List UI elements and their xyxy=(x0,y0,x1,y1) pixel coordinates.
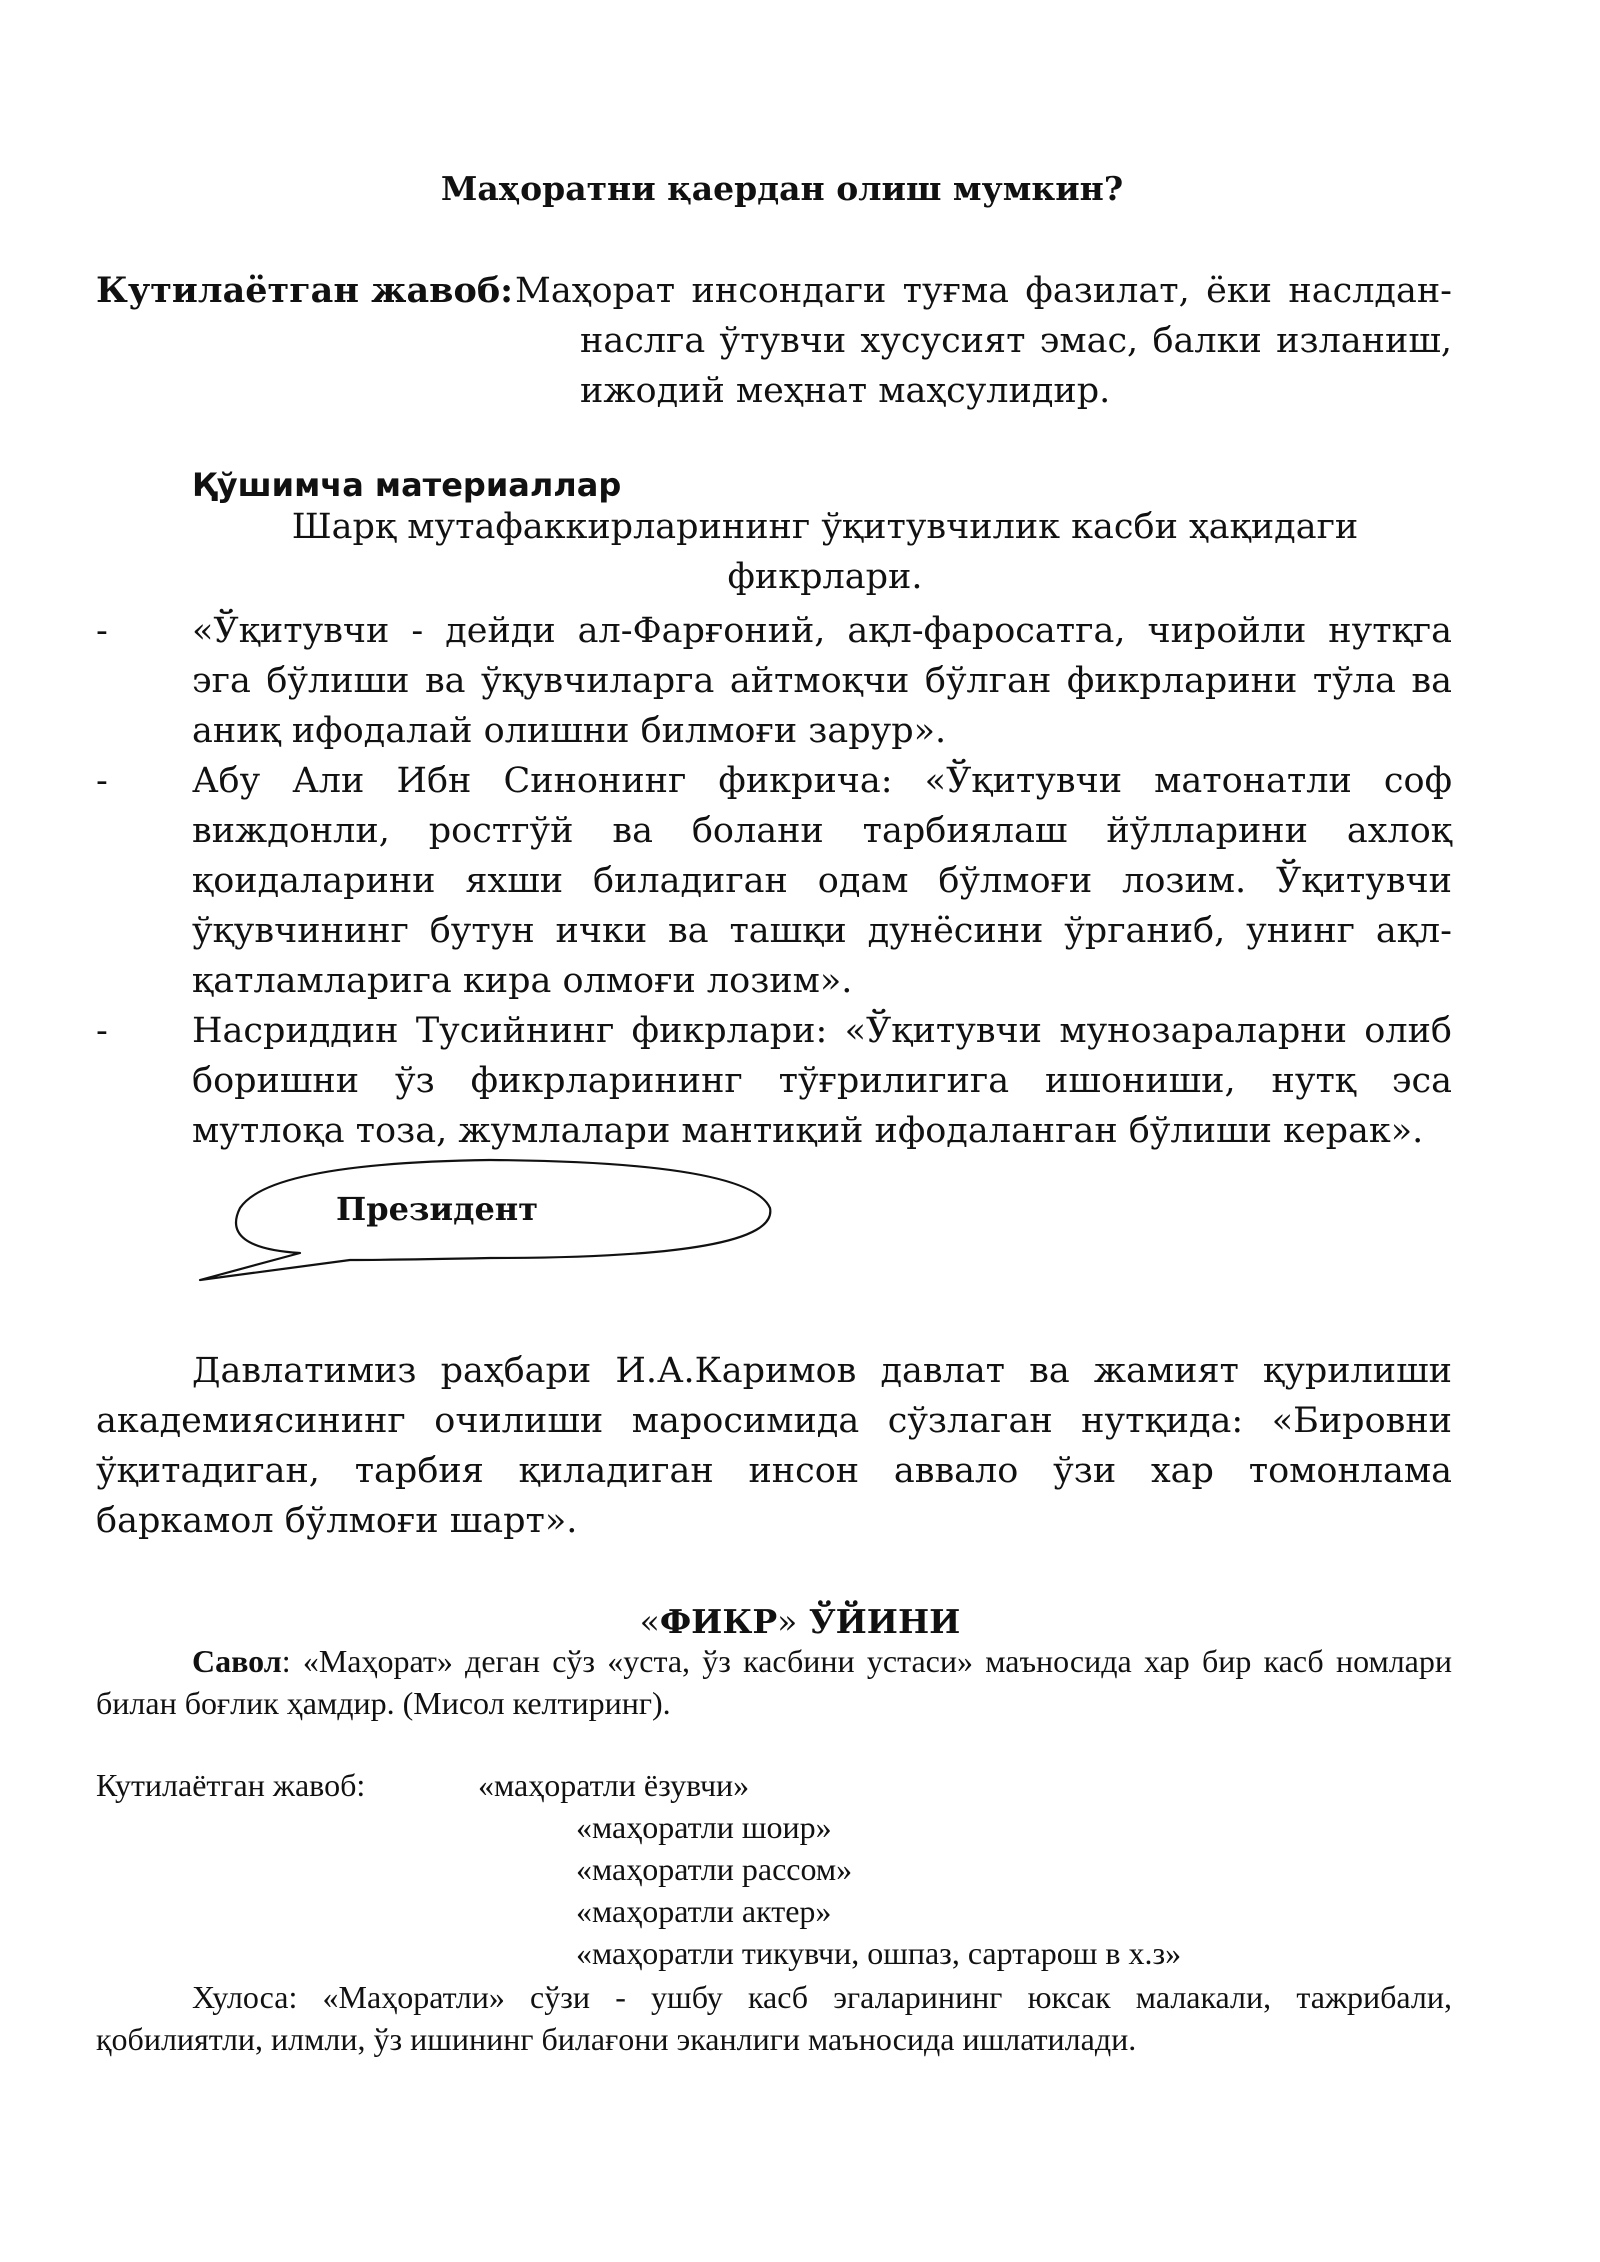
expected-answer-label: Кутилаётган жавоб: xyxy=(96,270,514,311)
page-title: Маҳоратни қаердан олиш мумкин? xyxy=(440,169,1124,208)
expected-answer-line-1: Маҳорат инсондаги туғма фазилат, ёки наслдан- xyxy=(515,271,1452,311)
game-title xyxy=(0,1600,1600,1644)
expected-answer-line-2: наслга ўтувчи хусусият эмас, балки изланиш, xyxy=(580,321,1452,361)
expected-answer-line-3: ижодий меҳнат маҳсулидир. xyxy=(580,371,1111,411)
eastern-thinkers-heading: Шарқ мутафаккирларининг ўқитувчилик касби ҳақидаги фикрлари. xyxy=(291,507,1359,597)
game-title-open-quote: « xyxy=(639,1602,660,1641)
game-question xyxy=(96,1640,1452,1724)
list-bullet: - xyxy=(96,1011,108,1051)
president-bubble-label: Президент xyxy=(336,1190,539,1228)
quote-text: Насриддин Тусийнинг фикрлари: «Ўқитувчи мунозараларни олиб боришни ўз фикрларининг тўғрилигига ишониши, нутқ эса мутлоқа тоза, жумлалари мантиқий ифодаланган бўлиши керак». xyxy=(192,1011,1452,1151)
game-title-rest: ЎЙИНИ xyxy=(797,1602,961,1641)
list-bullet: - xyxy=(96,611,108,651)
game-title-close-quote: » xyxy=(777,1602,798,1641)
game-conclusion: Хулоса: «Маҳоратли» сўзи - ушбу касб эгаларининг юксак малакали, тажрибали, қобилиятли, илмли, ўз ишининг билағони эканлиги маъносида ишлатилади. xyxy=(96,1979,1452,2057)
answer-item: «маҳоратли рассом» xyxy=(576,1851,853,1887)
president-quote-paragraph: Давлатимиз раҳбари И.А.Каримов давлат ва жамият қурилиши академиясининг очилиши маросимида сўзлаган нутқида: «Бировни ўқитадиган, тарбия қиладиган инсон аввало ўзи хар томонлама баркамол бўлмоғи шарт». xyxy=(96,1351,1452,1541)
game-title-word: ФИКР xyxy=(659,1602,778,1641)
question-text: : «Маҳорат» деган сўз «уста, ўз касбини устаси» маъносида хар бир касб номлари билан боғлик ҳамдир. (Мисол келтиринг). xyxy=(96,1643,1452,1721)
list-bullet: - xyxy=(96,761,108,801)
extra-materials-heading: Қўшимча материаллар xyxy=(192,466,622,504)
answer-item: «маҳоратли шоир» xyxy=(576,1809,832,1845)
quote-text: Абу Али Ибн Синонинг фикрича: «Ўқитувчи матонатли соф виждонли, ростгўй ва болани тарбиялаш йўлларини ахлоқ қоидаларини яхши биладиган одам бўлмоғи лозим. Ўқитувчи ўқувчининг бутун ички ва ташқи дунёсини ўрганиб, унинг ақл-қатламларига кира олмоғи лозим». xyxy=(192,761,1452,1001)
answer-item: «маҳоратли ёзувчи» xyxy=(478,1767,750,1803)
question-label: Савол xyxy=(192,1643,282,1679)
answer-item: «маҳоратли актер» xyxy=(576,1893,832,1929)
quote-text: «Ўқитувчи - дейди ал-Фарғоний, ақл-фаросатга, чиройли нутқга эга бўлиши ва ўқувчиларга айтмоқчи бўлган фикрларини тўла ва аниқ ифодалай олишни билмоғи зарур». xyxy=(192,611,1452,751)
answer-item: «маҳоратли тикувчи, ошпаз, сартарош в х.з» xyxy=(576,1935,1182,1971)
game-answers-label: Кутилаётган жавоб: xyxy=(96,1767,366,1803)
